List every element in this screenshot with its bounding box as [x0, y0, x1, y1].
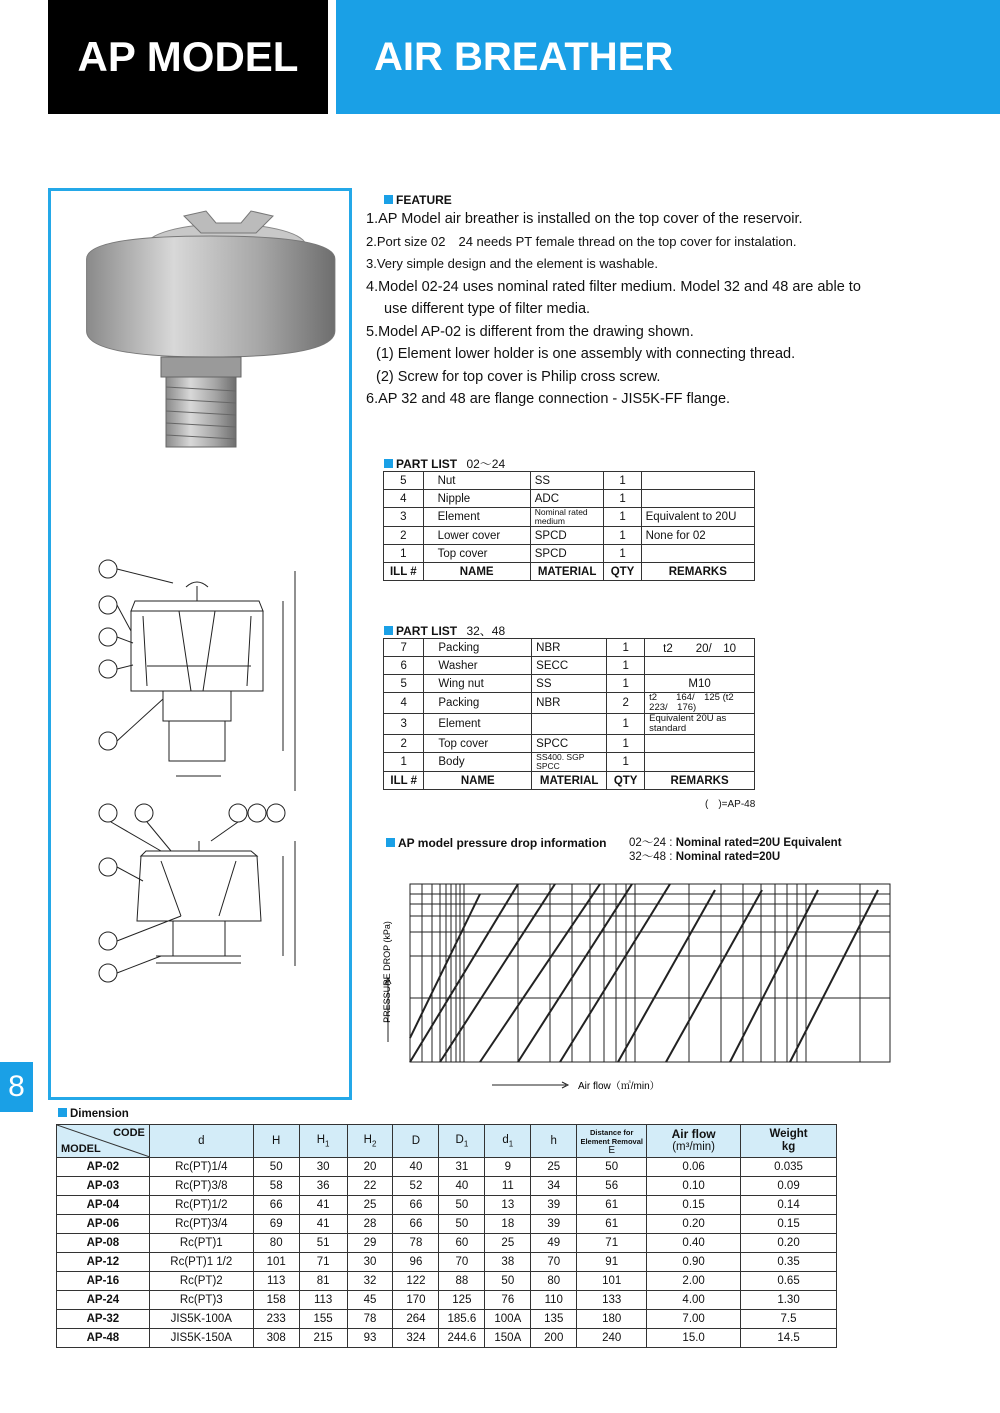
note-text: Nominal rated=20U [675, 851, 781, 863]
model-cell: AP-04 [57, 1196, 150, 1215]
value-cell: 45 [347, 1291, 393, 1310]
part-row [384, 735, 755, 753]
bullet-square-icon [384, 459, 393, 468]
col-H: H [253, 1125, 299, 1158]
remarks-cell: Equivalent 20U as standard [645, 714, 755, 735]
value-cell: 158 [253, 1291, 299, 1310]
name-cell: Packing [424, 639, 532, 657]
value-cell: 80 [253, 1234, 299, 1253]
value-cell: 101 [253, 1253, 299, 1272]
note-range: 02～24 : [629, 837, 673, 849]
feature-item: 5.Model AP-02 is different from the drawing shown. [366, 323, 694, 340]
product-photo-icon [51, 191, 349, 1097]
remarks-cell: M10 [645, 675, 755, 693]
col-H1: $H_1$ [299, 1125, 347, 1158]
value-cell: 113 [299, 1291, 347, 1310]
value-cell: 32 [347, 1272, 393, 1291]
part-header-cell: QTY [607, 772, 645, 790]
model-cell: AP-24 [57, 1291, 150, 1310]
dimension-title: Dimension [70, 1108, 129, 1120]
value-cell: 9 [485, 1158, 531, 1177]
value-cell: 240 [577, 1329, 647, 1348]
value-cell: Rc(PT)3/8 [149, 1177, 253, 1196]
table-row [57, 1329, 837, 1348]
value-cell: 40 [439, 1177, 485, 1196]
e-line1: Distance for [590, 1127, 634, 1137]
qty-cell: 1 [607, 639, 645, 657]
value-cell: Rc(PT)3/4 [149, 1215, 253, 1234]
pressure-drop-notes [629, 836, 842, 864]
value-cell: 39 [531, 1196, 577, 1215]
part-row [384, 639, 755, 657]
value-cell: 28 [347, 1215, 393, 1234]
value-cell: 135 [531, 1310, 577, 1329]
e-line3: E [608, 1144, 616, 1156]
value-cell: 185.6 [439, 1310, 485, 1329]
value-cell: Rc(PT)2 [149, 1272, 253, 1291]
ill-cell: 2 [384, 735, 424, 753]
part-header-cell: MATERIAL [530, 563, 604, 581]
value-cell: 150A [485, 1329, 531, 1348]
value-cell: 0.40 [647, 1234, 741, 1253]
value-cell: 101 [577, 1272, 647, 1291]
table-row [57, 1158, 837, 1177]
chart-xlabel: Air flow（㎥/min） [578, 1081, 660, 1092]
part-row [384, 714, 755, 735]
value-cell: JIS5K-150A [149, 1329, 253, 1348]
part-header-cell: NAME [423, 563, 530, 581]
value-cell: 71 [577, 1234, 647, 1253]
value-cell: 125 [439, 1291, 485, 1310]
value-cell: 0.35 [741, 1253, 837, 1272]
value-cell: 11 [485, 1177, 531, 1196]
value-cell: 0.20 [647, 1215, 741, 1234]
value-cell: 39 [531, 1215, 577, 1234]
feature-item: 4.Model 02-24 uses nominal rated filter medium. Model 32 and 48 are able to [366, 278, 861, 295]
part-header-cell: NAME [424, 772, 532, 790]
part-header-cell: MATERIAL [532, 772, 607, 790]
value-cell: 81 [299, 1272, 347, 1291]
part-row [384, 675, 755, 693]
value-cell: 233 [253, 1310, 299, 1329]
feature-title: FEATURE [396, 193, 452, 207]
qty-cell: 1 [604, 490, 641, 508]
remarks-cell: t2 20/ 10 [645, 639, 755, 657]
value-cell: 110 [531, 1291, 577, 1310]
name-cell: Washer [424, 657, 532, 675]
value-cell: 34 [531, 1177, 577, 1196]
model-title: AP MODEL [48, 0, 328, 114]
value-cell: 22 [347, 1177, 393, 1196]
value-cell: 29 [347, 1234, 393, 1253]
name-cell: Body [424, 753, 532, 772]
part-row [384, 753, 755, 772]
value-cell: 0.15 [647, 1196, 741, 1215]
part-header-cell: ILL # [384, 772, 424, 790]
table-row [57, 1310, 837, 1329]
qty-cell: 1 [604, 545, 641, 563]
pressure-drop-heading [386, 836, 606, 850]
material-cell: SPCC [532, 735, 607, 753]
value-cell: 41 [299, 1215, 347, 1234]
value-cell: 66 [393, 1215, 439, 1234]
value-cell: 30 [347, 1253, 393, 1272]
ill-cell: 5 [384, 472, 424, 490]
remarks-cell: t2 164/ 125 (t2 223/ 176) [645, 693, 755, 714]
value-cell: 36 [299, 1177, 347, 1196]
name-cell: Element [423, 508, 530, 527]
col-D: D [393, 1125, 439, 1158]
part-row [384, 490, 755, 508]
value-cell: 0.06 [647, 1158, 741, 1177]
value-cell: 100A [485, 1310, 531, 1329]
part-list-2-table [383, 638, 755, 790]
value-cell: 78 [347, 1310, 393, 1329]
part-row [384, 693, 755, 714]
product-title: AIR BREATHER [336, 0, 1000, 114]
part-row [384, 508, 755, 527]
table-row [57, 1215, 837, 1234]
part-list-2-heading [384, 622, 505, 639]
value-cell: 13 [485, 1196, 531, 1215]
remarks-cell [645, 753, 755, 772]
value-cell: 56 [577, 1177, 647, 1196]
value-cell: 308 [253, 1329, 299, 1348]
value-cell: 0.10 [647, 1177, 741, 1196]
value-cell: 1.30 [741, 1291, 837, 1310]
remarks-cell: None for 02 [641, 527, 754, 545]
feature-item: 3.Very simple design and the element is washable. [366, 256, 658, 271]
table-row [57, 1253, 837, 1272]
dimension-table [56, 1124, 837, 1348]
remarks-cell [645, 735, 755, 753]
table-row [57, 1291, 837, 1310]
value-cell: 264 [393, 1310, 439, 1329]
remarks-cell [641, 490, 754, 508]
value-cell: JIS5K-100A [149, 1310, 253, 1329]
ill-cell: 4 [384, 490, 424, 508]
name-cell: Wing nut [424, 675, 532, 693]
value-cell: 70 [531, 1253, 577, 1272]
material-cell: NBR [532, 693, 607, 714]
value-cell: 61 [577, 1215, 647, 1234]
qty-cell: 1 [604, 527, 641, 545]
value-cell: 93 [347, 1329, 393, 1348]
model-cell: AP-03 [57, 1177, 150, 1196]
part-list-2-subtitle: 32、48 [466, 624, 506, 638]
value-cell: 25 [531, 1158, 577, 1177]
value-cell: 0.20 [741, 1234, 837, 1253]
value-cell: 38 [485, 1253, 531, 1272]
material-cell: SPCD [530, 527, 604, 545]
value-cell: 155 [299, 1310, 347, 1329]
ill-cell: 4 [384, 693, 424, 714]
model-cell: AP-06 [57, 1215, 150, 1234]
part-row [384, 657, 755, 675]
note-text: Nominal rated=20U Equivalent [675, 837, 842, 849]
feature-item: 1.AP Model air breather is installed on the top cover of the reservoir. [366, 211, 803, 227]
material-cell: SS [530, 472, 604, 490]
value-cell: 40 [393, 1158, 439, 1177]
ill-cell: 2 [384, 527, 424, 545]
remarks-cell [645, 657, 755, 675]
material-cell: NBR [532, 639, 607, 657]
part-list-1-subtitle: 02～24 [466, 457, 506, 471]
value-cell: 80 [531, 1272, 577, 1291]
chart-grid-horizontal [410, 894, 890, 998]
value-cell: 78 [393, 1234, 439, 1253]
part-row [384, 472, 755, 490]
value-cell: 200 [531, 1329, 577, 1348]
value-cell: 7.5 [741, 1310, 837, 1329]
value-cell: 96 [393, 1253, 439, 1272]
value-cell: 0.90 [647, 1253, 741, 1272]
part-header-row [384, 563, 755, 581]
value-cell: 0.035 [741, 1158, 837, 1177]
value-cell: 0.14 [741, 1196, 837, 1215]
part-row [384, 527, 755, 545]
material-cell [532, 714, 607, 735]
value-cell: 20 [347, 1158, 393, 1177]
bullet-square-icon [384, 195, 393, 204]
part-header-cell: REMARKS [641, 563, 754, 581]
value-cell: 25 [347, 1196, 393, 1215]
material-cell: Nominal rated medium [530, 508, 604, 527]
value-cell: 66 [253, 1196, 299, 1215]
feature-item: 2.Port size 02 24 needs PT female thread on the top cover for instalation. [366, 233, 797, 249]
col-d: d [149, 1125, 253, 1158]
value-cell: 133 [577, 1291, 647, 1310]
ill-cell: 1 [384, 545, 424, 563]
value-cell: 215 [299, 1329, 347, 1348]
value-cell: 66 [393, 1196, 439, 1215]
part-list-2-note: ( )=AP-48 [705, 799, 756, 810]
ill-cell: 6 [384, 657, 424, 675]
value-cell: 50 [253, 1158, 299, 1177]
model-cell: AP-08 [57, 1234, 150, 1253]
qty-cell: 1 [607, 735, 645, 753]
value-cell: 91 [577, 1253, 647, 1272]
value-cell: Rc(PT)1 1/2 [149, 1253, 253, 1272]
value-cell: 61 [577, 1196, 647, 1215]
table-row [57, 1177, 837, 1196]
value-cell: Rc(PT)1 [149, 1234, 253, 1253]
bullet-square-icon [386, 838, 395, 847]
qty-cell: 1 [607, 753, 645, 772]
value-cell: 244.6 [439, 1329, 485, 1348]
part-header-cell: QTY [604, 563, 641, 581]
qty-cell: 1 [604, 472, 641, 490]
value-cell: 122 [393, 1272, 439, 1291]
value-cell: 4.00 [647, 1291, 741, 1310]
model-label: MODEL [61, 1143, 101, 1155]
value-cell: Rc(PT)1/4 [149, 1158, 253, 1177]
value-cell: 69 [253, 1215, 299, 1234]
weight-label: Weight [769, 1128, 808, 1140]
name-cell: Top cover [423, 545, 530, 563]
value-cell: 49 [531, 1234, 577, 1253]
value-cell: 25 [485, 1234, 531, 1253]
model-cell: AP-02 [57, 1158, 150, 1177]
value-cell: 88 [439, 1272, 485, 1291]
material-cell: ADC [530, 490, 604, 508]
material-cell: SPCD [530, 545, 604, 563]
part-list-1-table [383, 471, 755, 581]
value-cell: Rc(PT)1/2 [149, 1196, 253, 1215]
material-cell: SS [532, 675, 607, 693]
value-cell: 60 [439, 1234, 485, 1253]
value-cell: 31 [439, 1158, 485, 1177]
name-cell: Nut [423, 472, 530, 490]
value-cell: 50 [485, 1272, 531, 1291]
code-label: CODE [113, 1127, 145, 1139]
value-cell: 14.5 [741, 1329, 837, 1348]
value-cell: 0.15 [741, 1215, 837, 1234]
name-cell: Packing [424, 693, 532, 714]
dimension-header-row [57, 1125, 837, 1158]
col-h: h [531, 1125, 577, 1158]
chart-ylabel: PRESSURE DROP (kPa) [382, 921, 392, 1023]
value-cell: 58 [253, 1177, 299, 1196]
remarks-cell [641, 472, 754, 490]
col-weight [741, 1125, 837, 1158]
dimension-heading [58, 1108, 129, 1120]
table-row [57, 1196, 837, 1215]
material-cell: SECC [532, 657, 607, 675]
feature-item: use different type of filter media. [384, 301, 591, 317]
weight-unit: kg [781, 1141, 796, 1153]
value-cell: 2.00 [647, 1272, 741, 1291]
name-cell: Lower cover [423, 527, 530, 545]
value-cell: 170 [393, 1291, 439, 1310]
part-header-cell: ILL # [384, 563, 424, 581]
qty-cell: 1 [607, 675, 645, 693]
e-line2: Element Removal [580, 1136, 643, 1146]
value-cell: 71 [299, 1253, 347, 1272]
page-number-tab: 8 [0, 1062, 33, 1112]
name-cell: Top cover [424, 735, 532, 753]
remarks-cell [641, 545, 754, 563]
value-cell: 7.00 [647, 1310, 741, 1329]
pressure-drop-chart [370, 870, 930, 1100]
qty-cell: 1 [604, 508, 641, 527]
bullet-square-icon [58, 1108, 67, 1117]
feature-heading [384, 193, 452, 207]
qty-cell: 1 [607, 657, 645, 675]
airflow-label: Air flow [671, 1127, 716, 1141]
part-row [384, 545, 755, 563]
qty-cell: 2 [607, 693, 645, 714]
chart-grid-vertical [422, 884, 860, 1062]
part-list-1-heading [384, 455, 505, 472]
feature-item: (2) Screw for top cover is Philip cross screw. [376, 368, 661, 385]
ill-cell: 3 [384, 714, 424, 735]
col-E [577, 1125, 647, 1158]
ill-cell: 5 [384, 675, 424, 693]
model-cell: AP-32 [57, 1310, 150, 1329]
value-cell: 180 [577, 1310, 647, 1329]
pressure-drop-title: AP model pressure drop information [398, 836, 607, 850]
value-cell: 30 [299, 1158, 347, 1177]
model-cell: AP-16 [57, 1272, 150, 1291]
qty-cell: 1 [607, 714, 645, 735]
material-cell: SS400. SGP SPCC [532, 753, 607, 772]
value-cell: 51 [299, 1234, 347, 1253]
value-cell: 50 [439, 1196, 485, 1215]
value-cell: 50 [577, 1158, 647, 1177]
part-list-1-title: PART LIST [396, 457, 458, 471]
value-cell: 50 [439, 1215, 485, 1234]
col-H2: $H_2$ [347, 1125, 393, 1158]
value-cell: 76 [485, 1291, 531, 1310]
note-range: 32～48 : [629, 851, 673, 863]
chart-frame [410, 884, 890, 1062]
ill-cell: 7 [384, 639, 424, 657]
feature-list [366, 208, 966, 411]
airflow-unit: (m³/min) [672, 1141, 716, 1153]
value-cell: 41 [299, 1196, 347, 1215]
illustration-panel [48, 188, 352, 1100]
ill-cell: 3 [384, 508, 424, 527]
part-list-2-title: PART LIST [396, 624, 458, 638]
value-cell: 0.65 [741, 1272, 837, 1291]
value-cell: 15.0 [647, 1329, 741, 1348]
value-cell: 70 [439, 1253, 485, 1272]
bullet-square-icon [384, 626, 393, 635]
model-cell: AP-48 [57, 1329, 150, 1348]
table-row [57, 1272, 837, 1291]
ill-cell: 1 [384, 753, 424, 772]
value-cell: Rc(PT)3 [149, 1291, 253, 1310]
model-cell: AP-12 [57, 1253, 150, 1272]
part-header-cell: REMARKS [645, 772, 755, 790]
value-cell: 324 [393, 1329, 439, 1348]
feature-item: (1) Element lower holder is one assembly with connecting thread. [376, 346, 796, 362]
value-cell: 0.09 [741, 1177, 837, 1196]
col-D1: $D_1$ [439, 1125, 485, 1158]
part-header-row [384, 772, 755, 790]
name-cell: Element [424, 714, 532, 735]
chart-curves [410, 884, 878, 1062]
value-cell: 18 [485, 1215, 531, 1234]
value-cell: 52 [393, 1177, 439, 1196]
remarks-cell: Equivalent to 20U [641, 508, 754, 527]
name-cell: Nipple [423, 490, 530, 508]
value-cell: 113 [253, 1272, 299, 1291]
code-model-header [57, 1125, 150, 1158]
col-d1: $d_1$ [485, 1125, 531, 1158]
feature-item: 6.AP 32 and 48 are flange connection - JIS5K-FF flange. [366, 391, 731, 407]
table-row [57, 1234, 837, 1253]
col-airflow [647, 1125, 741, 1158]
